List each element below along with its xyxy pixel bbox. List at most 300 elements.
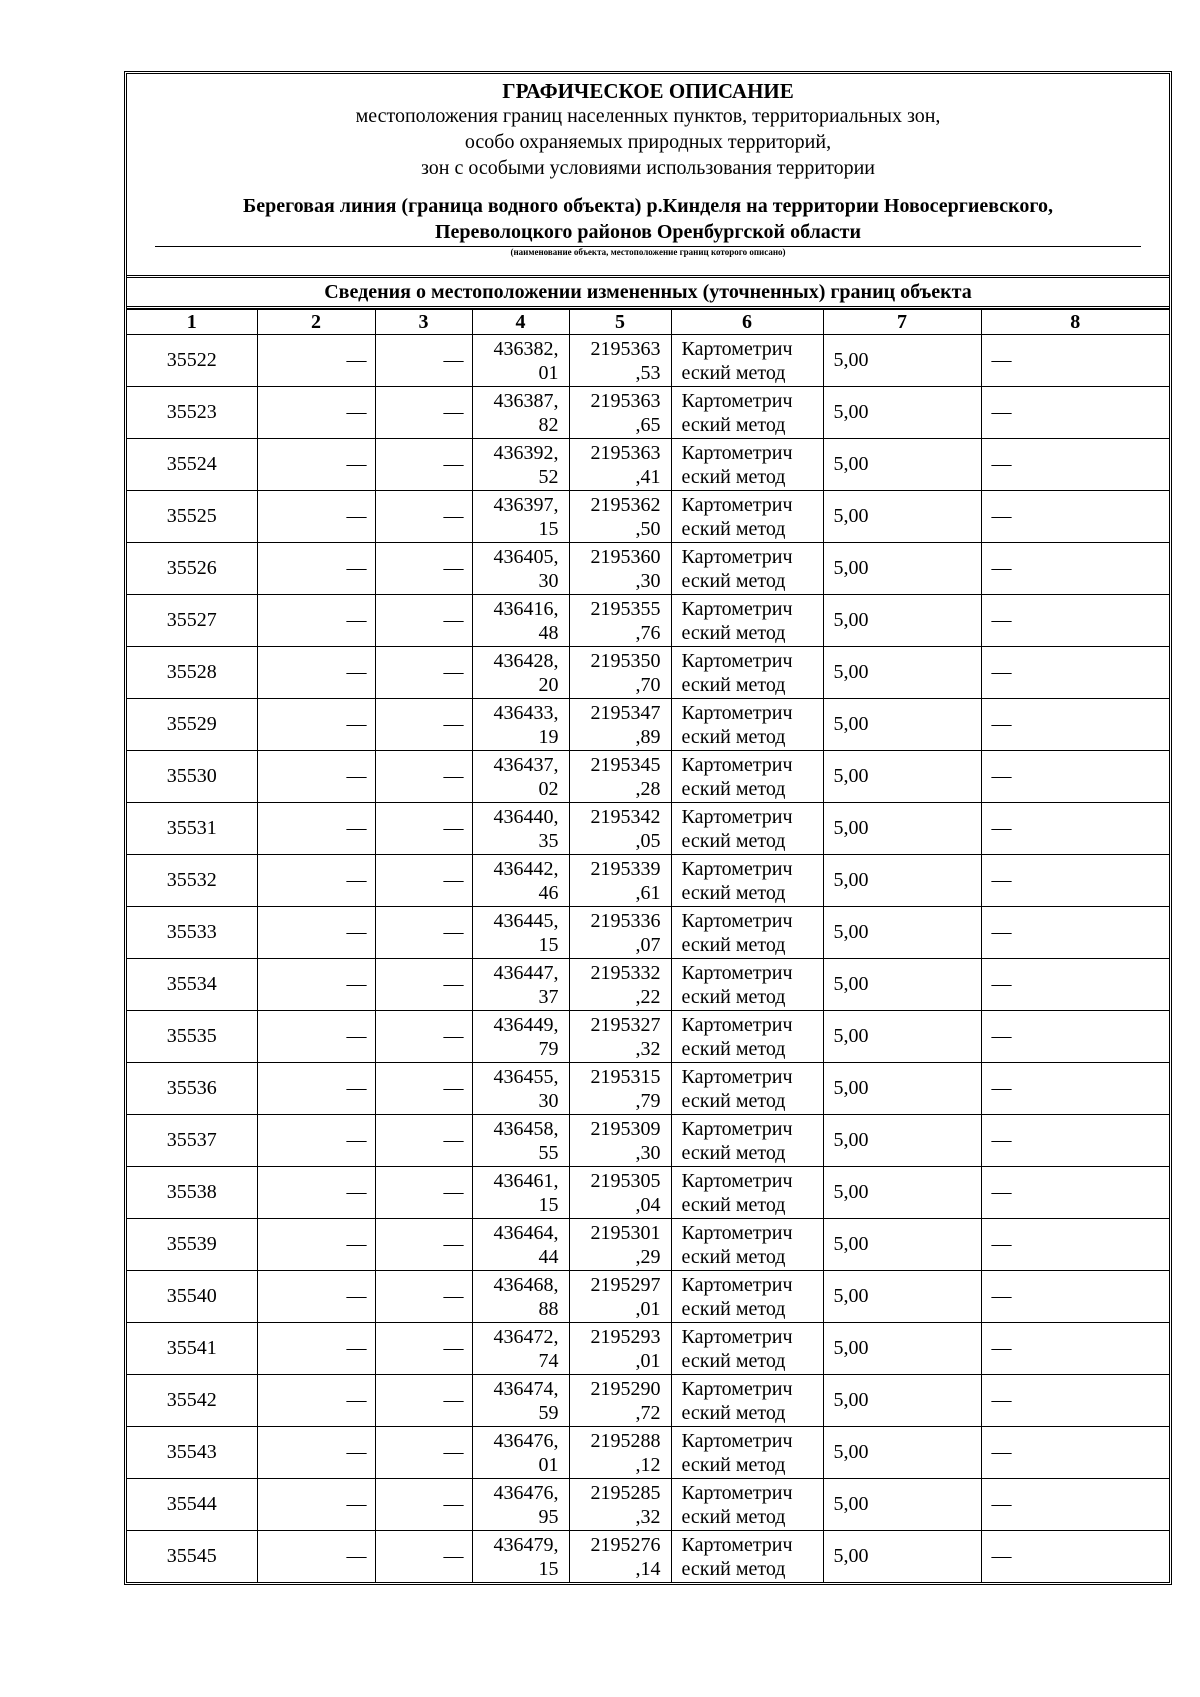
method-cell — [671, 1063, 823, 1115]
table-row — [127, 439, 1169, 491]
table-row — [127, 1063, 1169, 1115]
x-coordinate-part-2: 46 — [538, 881, 559, 904]
x-coordinate-cell — [472, 1219, 569, 1271]
point-number-cell: 35535 — [127, 1011, 257, 1063]
y-coordinate-cell — [569, 1219, 671, 1271]
method-cell — [671, 387, 823, 439]
y-coordinate-part-1: 2195345 — [590, 753, 661, 776]
y-coordinate-part-2: ,14 — [635, 1557, 661, 1580]
table-row — [127, 1115, 1169, 1167]
x-coordinate-part-1: 436474, — [493, 1377, 559, 1400]
x-coordinate-part-2: 02 — [538, 777, 559, 800]
x-coordinate-part-2: 20 — [538, 673, 559, 696]
method-part-1: Картометрич — [681, 441, 793, 464]
y-coordinate-part-1: 2195309 — [590, 1117, 661, 1140]
x-coordinate-part-1: 436387, — [493, 389, 559, 412]
method-cell — [671, 1219, 823, 1271]
method-part-1: Картометрич — [681, 493, 793, 516]
x-coordinate-part-1: 436437, — [493, 753, 559, 776]
column-header-3: 3 — [375, 310, 472, 335]
y-coordinate-cell — [569, 855, 671, 907]
y-coordinate-cell — [569, 751, 671, 803]
x-coordinate-cell — [472, 543, 569, 595]
y-coordinate-cell — [569, 907, 671, 959]
table-body — [127, 335, 1169, 1583]
column-3-cell: — — [375, 959, 472, 1011]
column-3-cell: — — [375, 1323, 472, 1375]
column-2-cell: — — [257, 699, 375, 751]
method-cell — [671, 1271, 823, 1323]
method-part-2: еский метод — [681, 725, 786, 748]
x-coordinate-cell — [472, 1167, 569, 1219]
x-coordinate-part-1: 436440, — [493, 805, 559, 828]
y-coordinate-cell — [569, 1531, 671, 1583]
column-8-cell: — — [981, 1115, 1169, 1167]
accuracy-cell: 5,00 — [823, 699, 981, 751]
method-cell — [671, 751, 823, 803]
column-3-cell: — — [375, 1219, 472, 1271]
accuracy-cell: 5,00 — [823, 1375, 981, 1427]
table-row — [127, 1271, 1169, 1323]
y-coordinate-part-2: ,32 — [635, 1505, 661, 1528]
column-header-2: 2 — [257, 310, 375, 335]
method-part-2: еский метод — [681, 673, 786, 696]
column-8-cell: — — [981, 1375, 1169, 1427]
method-part-1: Картометрич — [681, 805, 793, 828]
accuracy-cell: 5,00 — [823, 751, 981, 803]
y-coordinate-cell — [569, 1011, 671, 1063]
y-coordinate-part-2: ,29 — [635, 1245, 661, 1268]
method-part-1: Картометрич — [681, 753, 793, 776]
column-2-cell: — — [257, 1115, 375, 1167]
x-coordinate-part-2: 15 — [538, 933, 559, 956]
accuracy-cell: 5,00 — [823, 803, 981, 855]
column-3-cell: — — [375, 1375, 472, 1427]
x-coordinate-part-2: 88 — [538, 1297, 559, 1320]
x-coordinate-part-1: 436447, — [493, 961, 559, 984]
column-2-cell: — — [257, 439, 375, 491]
x-coordinate-cell — [472, 907, 569, 959]
x-coordinate-part-1: 436449, — [493, 1013, 559, 1036]
x-coordinate-part-2: 19 — [538, 725, 559, 748]
y-coordinate-cell — [569, 387, 671, 439]
method-part-1: Картометрич — [681, 545, 793, 568]
method-part-1: Картометрич — [681, 1377, 793, 1400]
accuracy-cell: 5,00 — [823, 543, 981, 595]
x-coordinate-cell — [472, 1479, 569, 1531]
y-coordinate-part-1: 2195276 — [590, 1533, 661, 1556]
method-part-2: еский метод — [681, 413, 786, 436]
column-2-cell: — — [257, 1323, 375, 1375]
y-coordinate-part-2: ,72 — [635, 1401, 661, 1424]
accuracy-cell: 5,00 — [823, 1115, 981, 1167]
column-8-cell: — — [981, 1167, 1169, 1219]
column-2-cell: — — [257, 647, 375, 699]
column-2-cell: — — [257, 1011, 375, 1063]
object-name-line-2: Переволоцкого районов Оренбургской области — [434, 221, 862, 243]
column-3-cell: — — [375, 699, 472, 751]
table-row — [127, 1375, 1169, 1427]
column-8-cell: — — [981, 491, 1169, 543]
column-2-cell: — — [257, 1271, 375, 1323]
y-coordinate-cell — [569, 803, 671, 855]
point-number-cell: 35544 — [127, 1479, 257, 1531]
column-2-cell: — — [257, 751, 375, 803]
x-coordinate-part-1: 436461, — [493, 1169, 559, 1192]
method-part-2: еский метод — [681, 829, 786, 852]
x-coordinate-part-1: 436405, — [493, 545, 559, 568]
column-2-cell: — — [257, 855, 375, 907]
table-row — [127, 595, 1169, 647]
accuracy-cell: 5,00 — [823, 491, 981, 543]
table-row — [127, 1323, 1169, 1375]
column-8-cell: — — [981, 1323, 1169, 1375]
y-coordinate-part-2: ,50 — [635, 517, 661, 540]
accuracy-cell: 5,00 — [823, 1531, 981, 1583]
method-part-1: Картометрич — [681, 1065, 793, 1088]
accuracy-cell: 5,00 — [823, 907, 981, 959]
column-8-cell: — — [981, 1479, 1169, 1531]
x-coordinate-cell — [472, 1063, 569, 1115]
method-part-2: еский метод — [681, 1141, 786, 1164]
column-8-cell: — — [981, 1427, 1169, 1479]
column-3-cell: — — [375, 647, 472, 699]
y-coordinate-part-1: 2195336 — [590, 909, 661, 932]
point-number-cell: 35524 — [127, 439, 257, 491]
y-coordinate-cell — [569, 543, 671, 595]
x-coordinate-cell — [472, 1115, 569, 1167]
point-number-cell: 35534 — [127, 959, 257, 1011]
accuracy-cell: 5,00 — [823, 1063, 981, 1115]
x-coordinate-part-1: 436382, — [493, 337, 559, 360]
x-coordinate-part-2: 59 — [538, 1401, 559, 1424]
accuracy-cell: 5,00 — [823, 647, 981, 699]
x-coordinate-part-2: 79 — [538, 1037, 559, 1060]
accuracy-cell: 5,00 — [823, 595, 981, 647]
x-coordinate-part-1: 436476, — [493, 1481, 559, 1504]
y-coordinate-part-1: 2195363 — [590, 389, 661, 412]
column-3-cell: — — [375, 855, 472, 907]
column-2-cell: — — [257, 491, 375, 543]
y-coordinate-part-2: ,32 — [635, 1037, 661, 1060]
x-coordinate-part-2: 48 — [538, 621, 559, 644]
y-coordinate-cell — [569, 1271, 671, 1323]
y-coordinate-part-1: 2195301 — [590, 1221, 661, 1244]
column-8-cell: — — [981, 803, 1169, 855]
column-header-6: 6 — [671, 310, 823, 335]
table-row — [127, 803, 1169, 855]
point-number-cell: 35523 — [127, 387, 257, 439]
column-8-cell: — — [981, 543, 1169, 595]
x-coordinate-cell — [472, 439, 569, 491]
method-cell — [671, 699, 823, 751]
column-2-cell: — — [257, 1479, 375, 1531]
point-number-cell: 35528 — [127, 647, 257, 699]
document-header — [127, 74, 1169, 278]
method-part-2: еский метод — [681, 1245, 786, 1268]
subtitle-line-2: особо охраняемых природных территорий, — [464, 131, 832, 153]
subtitle-line-3: зон с особыми условиями использования территории — [420, 157, 876, 179]
method-part-1: Картометрич — [681, 389, 793, 412]
method-cell — [671, 1427, 823, 1479]
x-coordinate-cell — [472, 1531, 569, 1583]
y-coordinate-part-2: ,04 — [635, 1193, 661, 1216]
column-header-5: 5 — [569, 310, 671, 335]
y-coordinate-part-2: ,61 — [635, 881, 661, 904]
y-coordinate-part-1: 2195350 — [590, 649, 661, 672]
method-cell — [671, 1479, 823, 1531]
x-coordinate-part-2: 95 — [538, 1505, 559, 1528]
y-coordinate-part-2: ,65 — [635, 413, 661, 436]
subtitle-line-1: местоположения границ населенных пунктов, территориальных зон, — [355, 105, 941, 127]
table-row — [127, 1167, 1169, 1219]
table-row — [127, 751, 1169, 803]
column-8-cell: — — [981, 1063, 1169, 1115]
column-3-cell: — — [375, 803, 472, 855]
x-coordinate-part-2: 01 — [538, 361, 559, 384]
column-8-cell: — — [981, 1011, 1169, 1063]
method-part-2: еский метод — [681, 621, 786, 644]
y-coordinate-part-2: ,30 — [635, 1141, 661, 1164]
point-number-cell: 35539 — [127, 1219, 257, 1271]
document-frame — [124, 71, 1172, 1585]
column-3-cell: — — [375, 1115, 472, 1167]
x-coordinate-cell — [472, 1323, 569, 1375]
y-coordinate-cell — [569, 1115, 671, 1167]
method-part-2: еский метод — [681, 881, 786, 904]
method-part-1: Картометрич — [681, 337, 793, 360]
point-number-cell: 35529 — [127, 699, 257, 751]
method-cell — [671, 595, 823, 647]
y-coordinate-part-2: ,41 — [635, 465, 661, 488]
y-coordinate-part-1: 2195293 — [590, 1325, 661, 1348]
column-8-cell: — — [981, 699, 1169, 751]
y-coordinate-cell — [569, 1167, 671, 1219]
y-coordinate-part-1: 2195288 — [590, 1429, 661, 1452]
x-coordinate-part-1: 436442, — [493, 857, 559, 880]
method-part-2: еский метод — [681, 569, 786, 592]
y-coordinate-part-1: 2195305 — [590, 1169, 661, 1192]
y-coordinate-cell — [569, 1375, 671, 1427]
x-coordinate-cell — [472, 1427, 569, 1479]
y-coordinate-part-2: ,53 — [635, 361, 661, 384]
method-part-2: еский метод — [681, 1297, 786, 1320]
y-coordinate-part-1: 2195297 — [590, 1273, 661, 1296]
column-2-cell: — — [257, 1427, 375, 1479]
column-3-cell: — — [375, 907, 472, 959]
method-cell — [671, 647, 823, 699]
x-coordinate-part-2: 15 — [538, 517, 559, 540]
method-part-1: Картометрич — [681, 1221, 793, 1244]
point-number-cell: 35526 — [127, 543, 257, 595]
column-8-cell: — — [981, 959, 1169, 1011]
document-title: ГРАФИЧЕСКОЕ ОПИСАНИЕ — [502, 79, 794, 103]
column-2-cell: — — [257, 543, 375, 595]
column-3-cell: — — [375, 1531, 472, 1583]
method-cell — [671, 855, 823, 907]
x-coordinate-part-1: 436464, — [493, 1221, 559, 1244]
y-coordinate-part-2: ,28 — [635, 777, 661, 800]
method-part-1: Картометрич — [681, 701, 793, 724]
x-coordinate-cell — [472, 335, 569, 387]
point-number-cell: 35540 — [127, 1271, 257, 1323]
method-part-2: еский метод — [681, 1505, 786, 1528]
column-2-cell: — — [257, 595, 375, 647]
y-coordinate-part-1: 2195360 — [590, 545, 661, 568]
x-coordinate-part-2: 37 — [538, 985, 559, 1008]
section-title: Сведения о местоположении измененных (уточненных) границ объекта — [127, 278, 1169, 309]
method-part-2: еский метод — [681, 517, 786, 540]
column-8-cell: — — [981, 1271, 1169, 1323]
column-3-cell: — — [375, 491, 472, 543]
x-coordinate-part-1: 436455, — [493, 1065, 559, 1088]
method-part-1: Картометрич — [681, 1481, 793, 1504]
x-coordinate-part-2: 44 — [538, 1245, 559, 1268]
x-coordinate-part-1: 436476, — [493, 1429, 559, 1452]
column-3-cell: — — [375, 1479, 472, 1531]
table-row — [127, 491, 1169, 543]
table-row — [127, 1531, 1169, 1583]
method-part-2: еский метод — [681, 1193, 786, 1216]
y-coordinate-part-1: 2195339 — [590, 857, 661, 880]
method-part-2: еский метод — [681, 1089, 786, 1112]
x-coordinate-part-1: 436392, — [493, 441, 559, 464]
object-name-caption: (наименование объекта, местоположение границ которого описано) — [510, 247, 786, 257]
column-header-7: 7 — [823, 310, 981, 335]
table-row — [127, 387, 1169, 439]
column-8-cell: — — [981, 595, 1169, 647]
column-3-cell: — — [375, 543, 472, 595]
method-part-2: еский метод — [681, 1037, 786, 1060]
x-coordinate-cell — [472, 959, 569, 1011]
table-row — [127, 855, 1169, 907]
accuracy-cell: 5,00 — [823, 387, 981, 439]
y-coordinate-part-1: 2195362 — [590, 493, 661, 516]
column-2-cell: — — [257, 335, 375, 387]
column-header-1: 1 — [127, 310, 257, 335]
x-coordinate-part-1: 436458, — [493, 1117, 559, 1140]
method-cell — [671, 907, 823, 959]
point-number-cell: 35522 — [127, 335, 257, 387]
y-coordinate-part-2: ,01 — [635, 1297, 661, 1320]
method-part-1: Картометрич — [681, 1533, 793, 1556]
x-coordinate-part-2: 15 — [538, 1557, 559, 1580]
x-coordinate-part-2: 55 — [538, 1141, 559, 1164]
y-coordinate-cell — [569, 1427, 671, 1479]
table-row — [127, 1427, 1169, 1479]
y-coordinate-cell — [569, 595, 671, 647]
y-coordinate-part-1: 2195327 — [590, 1013, 661, 1036]
y-coordinate-part-1: 2195363 — [590, 337, 661, 360]
y-coordinate-cell — [569, 439, 671, 491]
column-3-cell: — — [375, 1271, 472, 1323]
method-cell — [671, 335, 823, 387]
x-coordinate-part-1: 436416, — [493, 597, 559, 620]
method-part-2: еский метод — [681, 465, 786, 488]
accuracy-cell: 5,00 — [823, 439, 981, 491]
y-coordinate-cell — [569, 1323, 671, 1375]
x-coordinate-part-2: 30 — [538, 569, 559, 592]
y-coordinate-part-2: ,22 — [635, 985, 661, 1008]
column-8-cell: — — [981, 751, 1169, 803]
x-coordinate-cell — [472, 647, 569, 699]
table-row — [127, 959, 1169, 1011]
x-coordinate-cell — [472, 387, 569, 439]
accuracy-cell: 5,00 — [823, 1219, 981, 1271]
method-part-1: Картометрич — [681, 1169, 793, 1192]
y-coordinate-part-2: ,12 — [635, 1453, 661, 1476]
point-number-cell: 35530 — [127, 751, 257, 803]
column-3-cell: — — [375, 335, 472, 387]
method-cell — [671, 491, 823, 543]
table-row — [127, 647, 1169, 699]
x-coordinate-part-1: 436468, — [493, 1273, 559, 1296]
x-coordinate-cell — [472, 491, 569, 543]
y-coordinate-part-2: ,07 — [635, 933, 661, 956]
method-cell — [671, 439, 823, 491]
y-coordinate-part-2: ,70 — [635, 673, 661, 696]
column-8-cell: — — [981, 855, 1169, 907]
column-2-cell: — — [257, 387, 375, 439]
method-part-1: Картометрич — [681, 961, 793, 984]
method-part-2: еский метод — [681, 1349, 786, 1372]
method-part-1: Картометрич — [681, 1117, 793, 1140]
y-coordinate-part-1: 2195355 — [590, 597, 661, 620]
point-number-cell: 35538 — [127, 1167, 257, 1219]
object-name-line-1: Береговая линия (граница водного объекта) р.Кинделя на территории Новосергиевского, — [243, 195, 1053, 217]
column-2-cell: — — [257, 959, 375, 1011]
column-3-cell: — — [375, 751, 472, 803]
table-row — [127, 1011, 1169, 1063]
method-part-1: Картометрич — [681, 1013, 793, 1036]
column-3-cell: — — [375, 1167, 472, 1219]
table-row — [127, 699, 1169, 751]
method-part-2: еский метод — [681, 933, 786, 956]
table-row — [127, 907, 1169, 959]
x-coordinate-part-1: 436472, — [493, 1325, 559, 1348]
y-coordinate-cell — [569, 647, 671, 699]
x-coordinate-cell — [472, 699, 569, 751]
coordinates-table — [127, 309, 1169, 1582]
x-coordinate-cell — [472, 803, 569, 855]
point-number-cell: 35545 — [127, 1531, 257, 1583]
column-8-cell: — — [981, 439, 1169, 491]
column-8-cell: — — [981, 335, 1169, 387]
method-cell — [671, 1011, 823, 1063]
x-coordinate-cell — [472, 751, 569, 803]
column-8-cell: — — [981, 1219, 1169, 1271]
x-coordinate-cell — [472, 1375, 569, 1427]
point-number-cell: 35541 — [127, 1323, 257, 1375]
x-coordinate-part-2: 30 — [538, 1089, 559, 1112]
point-number-cell: 35525 — [127, 491, 257, 543]
method-part-1: Картометрич — [681, 597, 793, 620]
method-part-1: Картометрич — [681, 649, 793, 672]
y-coordinate-cell — [569, 1479, 671, 1531]
accuracy-cell: 5,00 — [823, 1167, 981, 1219]
point-number-cell: 35531 — [127, 803, 257, 855]
method-cell — [671, 1375, 823, 1427]
column-2-cell: — — [257, 803, 375, 855]
method-part-1: Картометрич — [681, 1273, 793, 1296]
method-cell — [671, 1323, 823, 1375]
column-2-cell: — — [257, 1167, 375, 1219]
x-coordinate-part-1: 436479, — [493, 1533, 559, 1556]
method-part-2: еский метод — [681, 777, 786, 800]
column-3-cell: — — [375, 1011, 472, 1063]
y-coordinate-part-1: 2195290 — [590, 1377, 661, 1400]
x-coordinate-part-2: 52 — [538, 465, 559, 488]
